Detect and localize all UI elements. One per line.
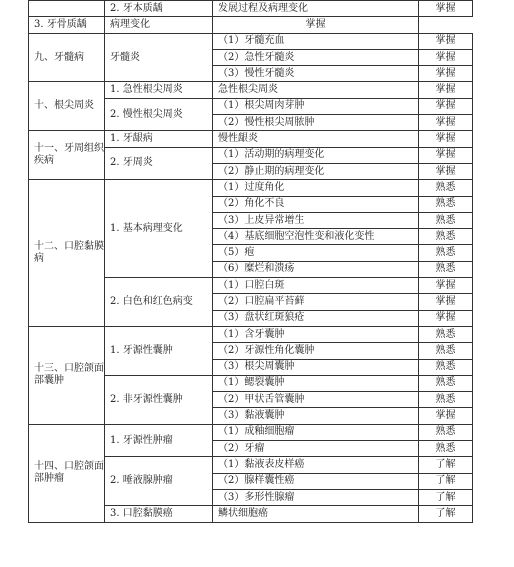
unit-cell: 3. 口腔黏膜癌	[105, 506, 213, 522]
chapter-cell: 十四、口腔颌面部肿瘤	[29, 424, 105, 522]
level-cell: 熟悉	[419, 212, 473, 228]
level-cell: 了解	[419, 506, 473, 522]
element-cell: （2）甲状舌管囊肿	[213, 392, 419, 408]
table-row	[29, 326, 473, 342]
chapter-cell	[29, 1, 105, 17]
level-cell: 熟悉	[419, 261, 473, 277]
element-cell: 急性根尖周炎	[213, 82, 419, 98]
syllabus-table	[28, 0, 473, 523]
element-cell: 鳞状细胞癌	[213, 506, 419, 522]
element-cell: （6）糜烂和溃疡	[213, 261, 419, 277]
chapter-cell: 十、根尖周炎	[29, 82, 105, 131]
element-cell: （4）基底细胞空泡性变和液化变性	[213, 229, 419, 245]
element-cell: （3）上皮异常增生	[213, 212, 419, 228]
element-cell: （3）根尖周囊肿	[213, 359, 419, 375]
level-cell: 熟悉	[419, 245, 473, 261]
level-cell: 熟悉	[419, 392, 473, 408]
chapter-cell: 十一、牙周组织疾病	[29, 131, 105, 180]
level-cell: 掌握	[419, 310, 473, 326]
element-cell: （3）多形性腺瘤	[213, 489, 419, 505]
element-cell: （2）牙瘤	[213, 441, 419, 457]
element-cell: 发展过程及病理变化	[213, 1, 419, 17]
table-row	[29, 82, 473, 98]
element-cell: （1）过度角化	[213, 180, 419, 196]
unit-cell: 1. 牙源性肿瘤	[105, 424, 213, 457]
level-cell: 掌握	[419, 163, 473, 179]
table-row	[29, 131, 473, 147]
syllabus-body	[29, 1, 473, 523]
level-cell: 熟悉	[419, 375, 473, 391]
level-cell: 掌握	[419, 115, 473, 131]
element-cell: （1）鳃裂囊肿	[213, 375, 419, 391]
element-cell: （3）盘状红斑狼疮	[213, 310, 419, 326]
element-cell: （2）角化不良	[213, 196, 419, 212]
level-cell: 熟悉	[419, 180, 473, 196]
table-row	[29, 180, 473, 196]
unit-cell: 1. 牙源性囊肿	[105, 326, 213, 375]
element-cell: （1）成釉细胞瘤	[213, 424, 419, 440]
element-cell: （2）急性牙髓炎	[213, 49, 419, 65]
element-cell: （1）口腔白斑	[213, 278, 419, 294]
chapter-cell: 十三、口腔颌面部囊肿	[29, 326, 105, 424]
table-row	[29, 424, 473, 440]
element-cell: （2）静止期的病理变化	[213, 163, 419, 179]
element-cell: （2）口腔扁平苔藓	[213, 294, 419, 310]
level-cell: 了解	[419, 457, 473, 473]
level-cell: 掌握	[419, 147, 473, 163]
level-cell: 掌握	[419, 1, 473, 17]
level-cell: 熟悉	[419, 326, 473, 342]
level-cell: 熟悉	[419, 196, 473, 212]
element-cell: （2）慢性根尖周脓肿	[213, 115, 419, 131]
level-cell: 掌握	[419, 33, 473, 49]
element-cell: （1）牙髓充血	[213, 33, 419, 49]
unit-cell: 1. 基本病理变化	[105, 180, 213, 278]
table-row	[29, 17, 473, 33]
unit-cell: 2. 唾液腺肿瘤	[105, 457, 213, 506]
level-cell: 掌握	[419, 49, 473, 65]
element-cell: （1）活动期的病理变化	[213, 147, 419, 163]
level-cell: 熟悉	[419, 424, 473, 440]
level-cell: 掌握	[419, 66, 473, 82]
unit-cell: 牙髓炎	[105, 33, 213, 82]
unit-cell: 2. 白色和红色病变	[105, 278, 213, 327]
level-cell: 掌握	[419, 408, 473, 424]
level-cell: 掌握	[213, 17, 419, 33]
level-cell: 熟悉	[419, 359, 473, 375]
level-cell: 了解	[419, 473, 473, 489]
unit-cell: 2. 牙周炎	[105, 147, 213, 180]
level-cell: 掌握	[419, 278, 473, 294]
unit-cell: 1. 急性根尖周炎	[105, 82, 213, 98]
unit-cell: 2. 牙本质龋	[105, 1, 213, 17]
level-cell: 掌握	[419, 98, 473, 114]
level-cell: 熟悉	[419, 441, 473, 457]
level-cell: 掌握	[419, 131, 473, 147]
element-cell: （1）根尖周肉芽肿	[213, 98, 419, 114]
element-cell: （1）含牙囊肿	[213, 326, 419, 342]
level-cell: 掌握	[419, 82, 473, 98]
element-cell: （3）慢性牙髓炎	[213, 66, 419, 82]
level-cell: 熟悉	[419, 229, 473, 245]
element-cell: （3）黏液囊肿	[213, 408, 419, 424]
element-cell: 病理变化	[105, 17, 213, 33]
element-cell: （5）疱	[213, 245, 419, 261]
element-cell: 慢性龈炎	[213, 131, 419, 147]
element-cell: （2）牙源性角化囊肿	[213, 343, 419, 359]
level-cell: 了解	[419, 489, 473, 505]
chapter-cell: 十二、口腔黏膜病	[29, 180, 105, 327]
unit-cell: 2. 慢性根尖周炎	[105, 98, 213, 131]
element-cell: （2）腺样囊性癌	[213, 473, 419, 489]
chapter-cell: 九、牙髓病	[29, 33, 105, 82]
table-row	[29, 1, 473, 17]
unit-cell: 3. 牙骨质龋	[29, 17, 105, 33]
level-cell: 熟悉	[419, 343, 473, 359]
level-cell: 掌握	[419, 294, 473, 310]
unit-cell: 2. 非牙源性囊肿	[105, 375, 213, 424]
element-cell: （1）黏液表皮样癌	[213, 457, 419, 473]
unit-cell: 1. 牙龈病	[105, 131, 213, 147]
table-row	[29, 33, 473, 49]
